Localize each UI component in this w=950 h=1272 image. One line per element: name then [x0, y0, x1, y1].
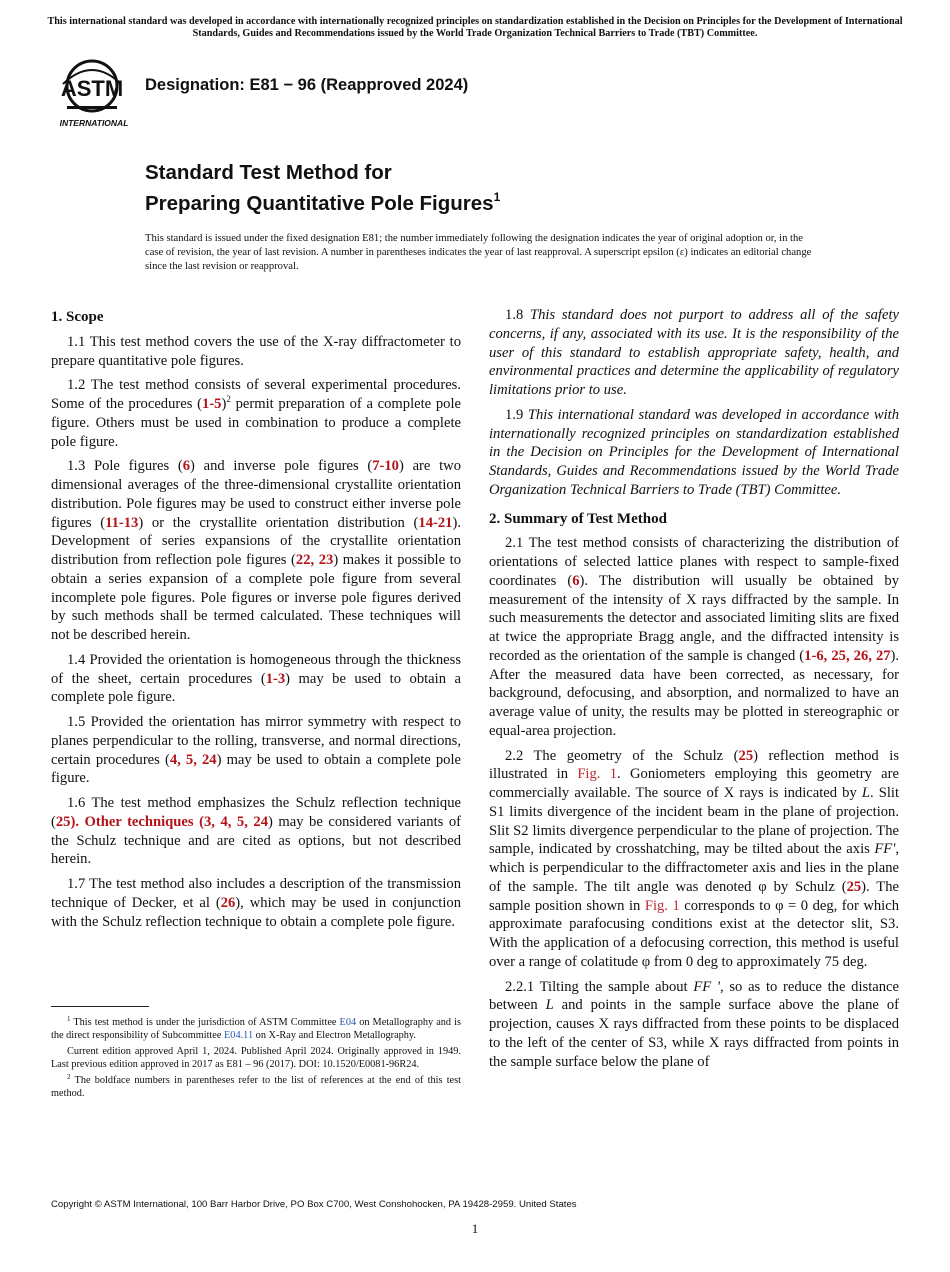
astm-logo — [53, 58, 135, 130]
reference-link[interactable]: 6 — [572, 572, 580, 589]
paragraph-2-1: 2.1 The test method consists of characterizing the distribution of orientations of selected lattice planes with respect to sample-fixed coordinates (6). The distribution will usually be obtained by measurement of the intensity of X rays diffracted by the sample. In such measurements the detector and associated limiting slits are fixed at twice the appropriate Bragg angle, and the diffracted intensity is recorded as the orientation of the sample is changed (1-6, 25, 26, 27). After the measured data have been corrected, as necessary, for background, defocusing, and absorption, and normalized to have an average value of unity, the results may be plotted in stereographic or equal-area projection. — [489, 535, 900, 739]
paragraph-1-2: 1.2 The test method consists of several experimental procedures. Some of the procedures $(1-5)^2$ permit preparation of a complete pole figure. Others must be used in combination to produce a complete pole figure. — [51, 377, 461, 450]
left-column — [51, 306, 461, 937]
committee-link[interactable]: E04 — [339, 1017, 357, 1028]
paragraph-1-7: 1.7 The test method also includes a description of the transmission technique of Decker, et al (26), which may be used in conjunction with the Schulz reflection technique to obtain a complete pole figure. — [51, 876, 462, 930]
reference-link[interactable]: 25 — [831, 647, 846, 664]
reference-link[interactable]: 25 — [55, 813, 71, 830]
page-number: 1 — [471, 1221, 479, 1236]
svg-text:ASTM: ASTM — [60, 76, 124, 101]
wto-notice: This international standard was developed in accordance with internationally recognized principles on standardization established in the Decision on Principles for the Development of International Standards, Guides and Recommendations issued by the World Trade Organization Technical Barriers to Trade (TBT) Committee. — [47, 16, 903, 39]
footnotes — [51, 1016, 461, 1102]
section-heading-summary: 2. Summary of Test Method — [489, 510, 667, 527]
reference-link[interactable]: 11-13 — [105, 514, 139, 531]
reference-link[interactable]: 24 — [253, 813, 268, 830]
reference-link[interactable]: 22 — [295, 552, 311, 568]
reference-link[interactable]: 4 — [220, 813, 228, 830]
subcommittee-link[interactable]: E04.11 — [224, 1030, 254, 1042]
section-heading-scope: 1. Scope — [51, 309, 104, 325]
reference-link[interactable]: 1-3 — [265, 670, 286, 687]
reference-link[interactable]: 26 — [220, 894, 236, 911]
footnote-2: $^2$ The boldface numbers in parentheses refer to the list of references at the end of this test method. — [51, 1072, 461, 1100]
footnote-1: $^1$ This test method is under the jurisdiction of ASTM Committee E04 on Metallography and is the direct responsibility of Subcommittee E04.11 on X-Ray and Electron Metallography. — [51, 1015, 461, 1042]
reference-link[interactable]: 24 — [201, 751, 217, 768]
paragraph-1-6: 1.6 The test method emphasizes the Schulz reflection technique (25). Other techniques (3, 4, 5, 24) may be considered variants of the Schulz technique and are cited as options, but not described herein. — [51, 795, 462, 868]
edition-note: Current edition approved April 1, 2024. Published April 2024. Originally approved in 1949. Last previous edition approved in 2017 as E81 – 96 (2017). DOI: 10.1520/E0081-96R24. — [51, 1045, 461, 1071]
reference-link[interactable]: 1-5 — [202, 396, 222, 412]
reference-link[interactable]: 5 — [236, 813, 245, 830]
reference-link[interactable]: 3 — [203, 813, 212, 830]
title-footnote-mark[interactable]: 1 — [493, 190, 501, 204]
right-column — [489, 306, 899, 1077]
designation: Designation: E81 − 96 (Reapproved 2024) — [145, 76, 469, 94]
reference-link[interactable]: 25 — [846, 878, 862, 895]
paragraph-2-2-1: 2.2.1 Tilting the sample about FF ', so as to reduce the distance between L and points in the sample surface above the plane of projection, causes X rays diffracted from these points to be displaced to the left of the center of S3, while X rays diffracted from points in the sample surface below the plane of — [489, 978, 899, 1070]
reference-link[interactable]: 23 — [318, 552, 334, 568]
paragraph-1-3: 1.3 Pole figures (6) and inverse pole figures (7-10) are two dimensional averages of the three-dimensional crystallite orientation distribution. Pole figures may be used to construct either inverse pole figures (11-13) or the crystallite orientation distribution (14-21). Development of series expansions of the crystallite orientation distribution from reflection pole figures (22, 23) makes it possible to obtain a series expansion of a complete pole figure from several incomplete pole figures. Pole figures or inverse pole figures derived by such methods shall be termed calculated. These techniques will not be described herein. — [51, 458, 462, 643]
paragraph-1-1: 1.1 This test method covers the use of the X-ray diffractometer to prepare quantitative pole figures. — [51, 333, 461, 369]
svg-text:INTERNATIONAL: INTERNATIONAL — [59, 118, 129, 128]
copyright-line: Copyright © ASTM International, 100 Barr Harbor Drive, PO Box C700, West Conshohocken, PA 19428-2959. United States — [51, 1199, 577, 1210]
paragraph-2-2: 2.2 The geometry of the Schulz (25) reflection method is illustrated in Fig. 1. Goniometers employing this geometry are commercially available. The source of X rays is indicated by L. Slit S1 limits divergence of the incident beam in the plane of projection. Slit S2 limits divergence perpendicular to the plane of projection. The sample, indicated by crosshatching, may be tilted about the axis FF', which is perpendicular to the diffractometer axis and lies in the plane of the sample. The tilt angle was denoted φ by Schulz (25). The sample position shown in Fig. 1 corresponds to φ = 0 deg, for which approximate parafocusing conditions exist at the detector slit, S3. With the application of a defocusing correction, this method is useful over a range of colatitude φ from 0 deg to approximately 75 deg. — [489, 747, 899, 970]
reference-link[interactable]: 26 — [853, 647, 869, 664]
figure-link[interactable]: Fig. 1 — [644, 897, 680, 914]
reference-link[interactable]: 14-21 — [418, 514, 453, 531]
issued-statement: This standard is issued under the fixed designation E81; the number immediately following the designation indicates the year of original adoption or, in the case of revision, the year of last revision. A number in parentheses indicates the year of last reapproval. A superscript epsilon (ε) indicates an editorial change since the last revision or reapproval. — [145, 233, 812, 273]
footnote-mark[interactable]: 2 — [226, 394, 231, 404]
reference-link[interactable]: 5 — [185, 751, 194, 768]
reference-link[interactable]: 6 — [182, 458, 191, 475]
paragraph-1-8: 1.8 This standard does not purport to address all of the safety concerns, if any, associated with its use. It is the responsibility of the user of this standard to establish appropriate safety, health, and environmental practices and determine the applicability of regulatory limitations prior to use. — [489, 307, 899, 398]
paragraph-1-4: 1.4 Provided the orientation is homogeneous through the thickness of the sheet, certain procedures (1-3) may be used to obtain a complete pole figure. — [51, 651, 461, 706]
figure-link[interactable]: Fig. 1 — [577, 766, 618, 783]
paragraph-1-5: 1.5 Provided the orientation has mirror symmetry with respect to planes perpendicular to the rolling, transverse, and normal directions, certain procedures (4, 5, 24) may be used to obtain a complete pole figure. — [51, 714, 462, 787]
document-title — [145, 160, 500, 216]
paragraph-1-9: 1.9 This international standard was developed in accordance with internationally recognized principles on standardization established in the Decision on Principles for the Development of International Standards, Guides and Recommendations issued by the World Trade Organization Technical Barriers to Trade (TBT) Committee. — [489, 406, 899, 498]
title-line-2: Preparing Quantitative Pole Figures$^1$ — [145, 190, 501, 215]
footnote-divider — [51, 1006, 149, 1007]
reference-link[interactable]: 1-6 — [804, 647, 824, 664]
title-line-1: Standard Test Method for — [145, 161, 392, 184]
reference-link[interactable]: 4 — [169, 751, 178, 768]
reference-link[interactable]: 7-10 — [372, 458, 399, 475]
reference-link[interactable]: 25 — [738, 747, 754, 764]
reference-link[interactable]: 27 — [875, 647, 891, 664]
